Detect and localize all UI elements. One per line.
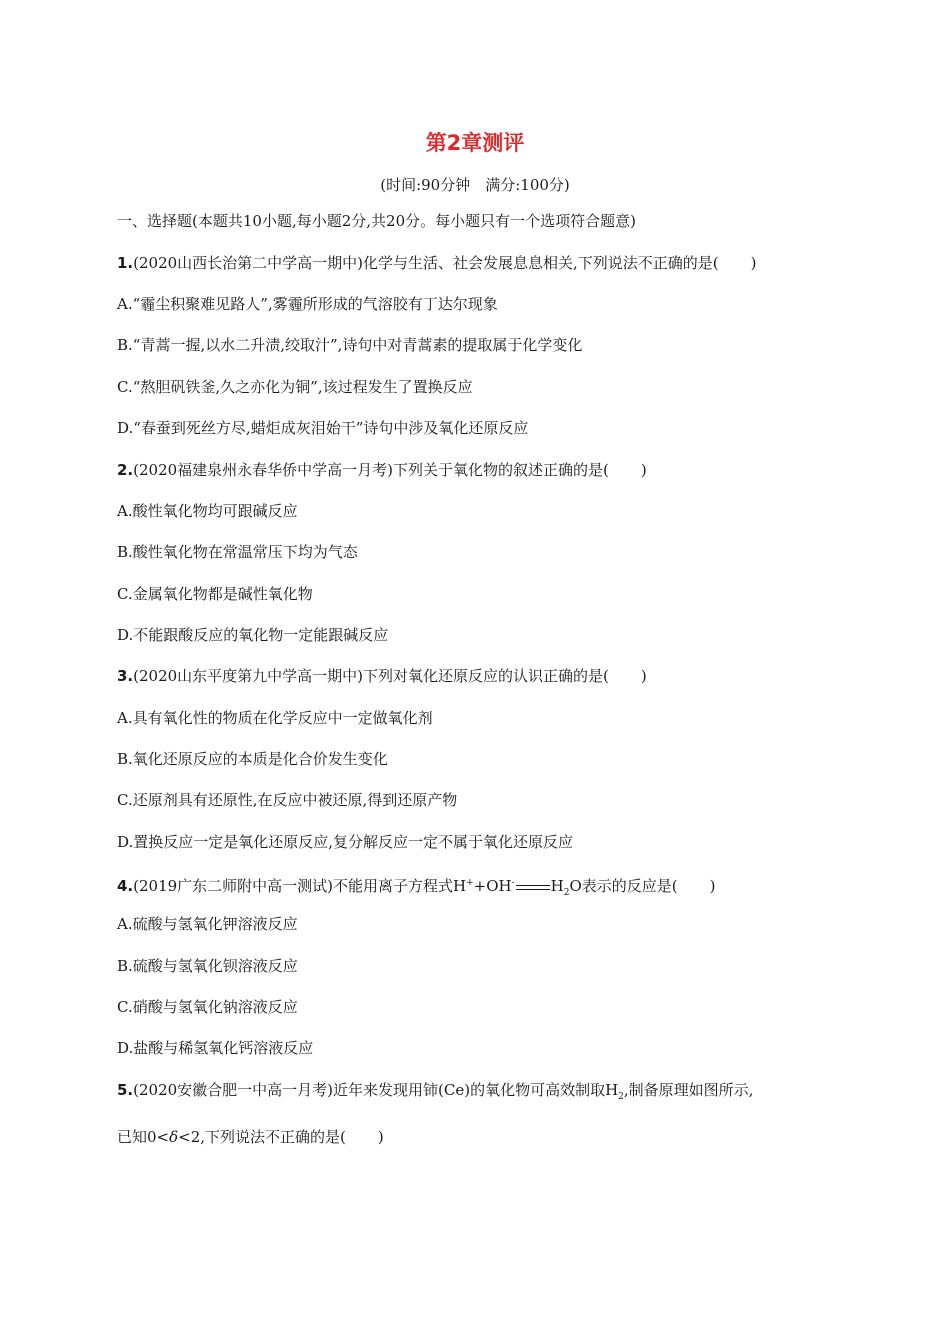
exam-info: (时间:90分钟 满分:100分) bbox=[380, 176, 570, 194]
question-number: 3. bbox=[117, 667, 134, 685]
q4-option-d: D.盐酸与稀氢氧化钙溶液反应 bbox=[117, 1039, 314, 1057]
q2-option-b: B.酸性氧化物在常温常压下均为气态 bbox=[117, 543, 358, 561]
paren-close: ) bbox=[709, 877, 716, 895]
question-5-stem bbox=[117, 1080, 753, 1107]
paren-close: ) bbox=[640, 461, 647, 479]
charge-superscript: + bbox=[466, 878, 474, 888]
question-1-stem bbox=[117, 253, 757, 273]
q2-option-a: A.酸性氧化物均可跟碱反应 bbox=[117, 502, 298, 520]
question-text-4: O表示的反应是( bbox=[569, 877, 678, 895]
paren-close: ) bbox=[750, 254, 757, 272]
q1-option-d: D.“春蚕到死丝方尽,蜡炬成灰泪始干”诗句中涉及氧化还原反应 bbox=[117, 419, 529, 437]
question-2-stem bbox=[117, 460, 647, 480]
q3-option-d: D.置换反应一定是氧化还原反应,复分解反应一定不属于氧化还原反应 bbox=[117, 833, 574, 851]
q1-option-b: B.“青蒿一握,以水二升渍,绞取汁”,诗句中对青蒿素的提取属于化学变化 bbox=[117, 336, 583, 354]
q2-option-d: D.不能跟酸反应的氧化物一定能跟碱反应 bbox=[117, 626, 389, 644]
delta-symbol: δ bbox=[169, 1128, 179, 1146]
section-heading: 一、选择题(本题共10小题,每小题2分,共20分。每小题只有一个选项符合题意) bbox=[117, 212, 636, 230]
question-4-stem bbox=[117, 873, 716, 903]
question-text: (2020安徽合肥一中高一月考)近年来发现用铈(Ce)的氧化物可高效制取H bbox=[133, 1081, 619, 1099]
paren-close: ) bbox=[377, 1128, 384, 1146]
question-number: 1. bbox=[117, 254, 134, 272]
q3-option-b: B.氧化还原反应的本质是化合价发生变化 bbox=[117, 750, 388, 768]
question-text-3: H bbox=[550, 877, 564, 895]
question-5-stem-line2 bbox=[117, 1127, 384, 1147]
question-number: 5. bbox=[117, 1081, 134, 1099]
charge-superscript: - bbox=[511, 878, 515, 888]
q2-option-c: C.金属氧化物都是碱性氧化物 bbox=[117, 585, 313, 603]
question-text: (2019广东二师附中高一测试)不能用离子方程式H bbox=[133, 877, 467, 895]
question-text: (2020福建泉州永春华侨中学高一月考)下列关于氧化物的叙述正确的是( bbox=[133, 461, 609, 479]
question-text-2: ,制备原理如图所示, bbox=[623, 1081, 754, 1099]
subscript: 2 bbox=[618, 1092, 624, 1102]
q3-option-c: C.还原剂具有还原性,在反应中被还原,得到还原产物 bbox=[117, 791, 458, 809]
question-text-4: <2,下列说法不正确的是( bbox=[178, 1128, 346, 1146]
question-number: 2. bbox=[117, 461, 134, 479]
q4-option-a: A.硫酸与氢氧化钾溶液反应 bbox=[117, 915, 298, 933]
q1-option-a: A.“霾尘积聚难见路人”,雾霾所形成的气溶胶有丁达尔现象 bbox=[117, 295, 498, 313]
question-text-2: +OH bbox=[473, 877, 512, 895]
question-text: (2020山西长治第二中学高一期中)化学与生活、社会发展息息相关,下列说法不正确的是( bbox=[133, 254, 719, 272]
q3-option-a: A.具有氧化性的物质在化学反应中一定做氧化剂 bbox=[117, 709, 433, 727]
question-number: 4. bbox=[117, 877, 134, 895]
q4-option-c: C.硝酸与氢氧化钠溶液反应 bbox=[117, 998, 298, 1016]
q4-option-b: B.硫酸与氢氧化钡溶液反应 bbox=[117, 957, 298, 975]
equals-sign bbox=[516, 885, 550, 890]
question-text-3: 已知0< bbox=[117, 1128, 170, 1146]
question-text: (2020山东平度第九中学高一期中)下列对氧化还原反应的认识正确的是( bbox=[133, 667, 609, 685]
subscript: 2 bbox=[563, 888, 570, 898]
question-3-stem bbox=[117, 666, 647, 686]
page-title: 第2章测评 bbox=[425, 131, 525, 155]
q1-option-c: C.“熬胆矾铁釜,久之亦化为铜”,该过程发生了置换反应 bbox=[117, 378, 473, 396]
paren-close: ) bbox=[640, 667, 647, 685]
